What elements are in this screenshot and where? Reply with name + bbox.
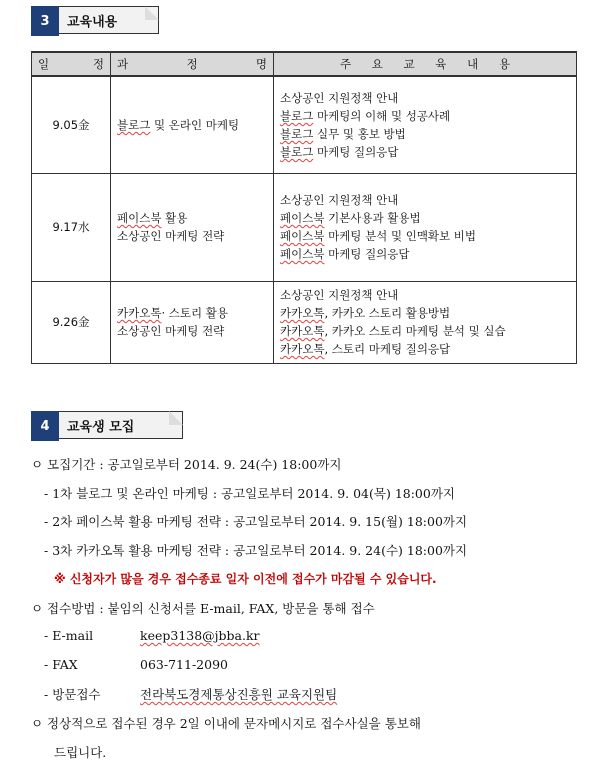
content-line: 블로그 마케팅의 이해 및 성공사례 (280, 108, 451, 123)
row-date: 9.26金 (32, 281, 111, 363)
section-3-title (59, 6, 159, 34)
content-line: 블로그 마케팅 질의응답 (280, 144, 399, 159)
row-content (274, 76, 577, 173)
course-line: 블로그 및 온라인 마케팅 (117, 117, 240, 132)
content-line: 블로그 실무 및 홍보 방법 (280, 126, 406, 141)
section-3-number: 3 (31, 6, 59, 36)
recruit-item-2: - 2차 페이스북 활용 마케팅 전략 : 공고일로부터 2014. 9. 15(월) 18:00까지 (44, 514, 468, 529)
course-line: 카카오톡· 스토리 활용 (117, 306, 228, 320)
row-content (274, 173, 577, 281)
header-char: 주 (340, 57, 352, 71)
content-line: 소상공인 지원정책 안내 (280, 90, 399, 105)
contact-visit (44, 685, 337, 703)
recruit-note: ※ 신청자가 많을 경우 접수종료 일자 이전에 접수가 마감될 수 있습니다. (54, 572, 437, 586)
content-line: 카카오톡, 카카오 스토리 마케팅 분석 및 실습 (280, 324, 506, 338)
content-line: 카카오톡, 카카오 스토리 활용방법 (280, 306, 451, 320)
row-course (111, 173, 274, 281)
content-line: 페이스북 마케팅 분석 및 인맥확보 비법 (280, 229, 477, 243)
section-3-title-text: 교육내용 (67, 14, 118, 30)
contact-visit-label: - 방문접수 (44, 687, 101, 702)
contact-fax-label: - FAX (44, 657, 78, 672)
row-date: 9.05金 (32, 76, 111, 173)
table-row (32, 76, 577, 173)
contact-email-value[interactable]: keep3138@jbba.kr (140, 628, 260, 643)
content-line: 카카오톡, 스토리 마케팅 질의응답 (280, 342, 451, 356)
folded-corner-icon (145, 6, 159, 20)
notice-line-1: ㅇ 정상적으로 접수된 경우 2일 이내에 문자메시지로 접수사실을 통보해 (31, 716, 421, 731)
content-line: 페이스북 기본사용과 활용법 (280, 211, 421, 225)
course-line: 소상공인 마케팅 전략 (117, 229, 225, 243)
header-char: 과 (117, 57, 129, 71)
table-header-row (32, 52, 577, 76)
recruit-period: ㅇ 모집기간 : 공고일로부터 2014. 9. 24(수) 18:00까지 (31, 457, 342, 472)
table-row (32, 173, 577, 281)
folded-corner-icon (169, 411, 183, 425)
header-char: 교 (403, 57, 415, 71)
contact-fax (44, 657, 228, 672)
header-char: 용 (498, 57, 510, 71)
course-line: 페이스북 활용 (117, 211, 188, 225)
header-char: 명 (255, 57, 267, 71)
content-line: 소상공인 지원정책 안내 (280, 193, 399, 207)
contact-visit-value: 전라북도경제통상진흥원 교육지원팀 (140, 687, 338, 702)
content-line: 소상공인 지원정책 안내 (280, 288, 399, 302)
row-course (111, 281, 274, 363)
section-4-title-text: 교육생 모집 (67, 419, 135, 435)
recruit-item-1: - 1차 블로그 및 온라인 마케팅 : 공고일로부터 2014. 9. 04(목) 18:00까지 (44, 486, 455, 501)
header-char: 육 (435, 57, 447, 71)
content-line: 페이스북 마케팅 질의응답 (280, 247, 410, 261)
header-char: 내 (467, 57, 479, 71)
row-content (274, 281, 577, 363)
section-4-number: 4 (31, 411, 59, 441)
contact-email-label: - E-mail (44, 628, 94, 643)
contact-fax-value: 063-711-2090 (140, 657, 228, 672)
contact-email (44, 628, 260, 643)
header-course (111, 52, 274, 76)
section-4-header (31, 411, 183, 441)
header-date (32, 52, 111, 76)
recruit-item-3: - 3차 카카오톡 활용 마케팅 전략 : 공고일로부터 2014. 9. 24(수) 18:00까지 (44, 543, 468, 558)
header-char: 일 (38, 57, 50, 71)
row-course (111, 76, 274, 173)
header-char: 정 (92, 57, 104, 71)
notice-line-2: 드립니다. (54, 745, 107, 760)
section-3-header (31, 6, 159, 36)
section-4-title (59, 411, 183, 439)
header-char: 요 (371, 57, 383, 71)
header-char: 정 (186, 57, 198, 71)
course-line: 소상공인 마케팅 전략 (117, 324, 225, 338)
education-schedule-table (31, 51, 577, 364)
header-content (274, 52, 577, 76)
row-date: 9.17水 (32, 173, 111, 281)
table-row (32, 281, 577, 363)
recruit-method: ㅇ 접수방법 : 붙임의 신청서를 E-mail, FAX, 방문을 통해 접수 (31, 601, 375, 616)
